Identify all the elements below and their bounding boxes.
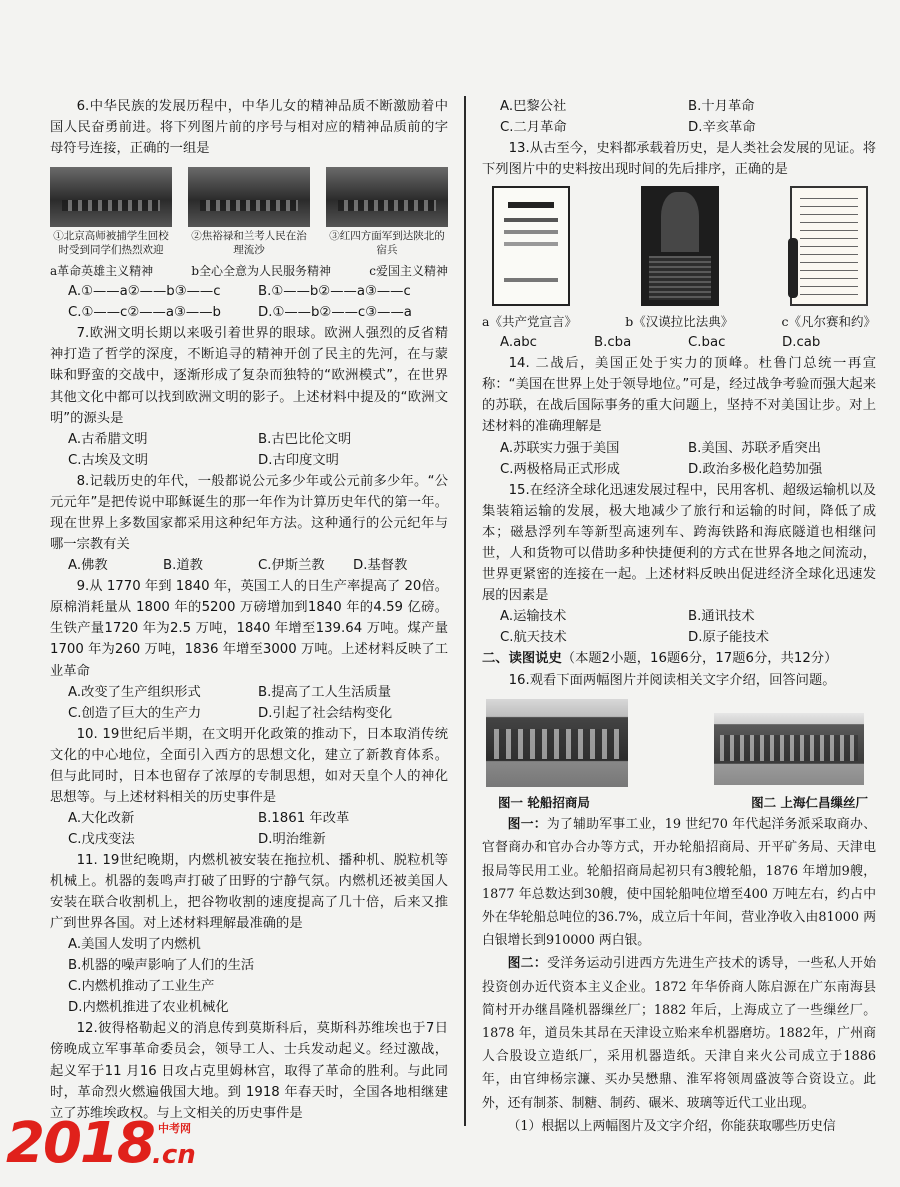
code-of-hammurabi-image [641, 186, 719, 306]
q16-caption-1: 图一 轮船招商局 [498, 795, 590, 811]
q6-spirits [50, 261, 448, 281]
q13-label-c: c《凡尔赛和约》 [781, 314, 876, 330]
q15-options [482, 606, 876, 648]
q8-stem: 8.记载历史的年代，一般都说公元多少年或公元前多少年。“公元元年”是把传说中耶稣诞生的那一年作为计算历史年代的第一年。现在世界上多数国家都采用这种纪年方法。这种通行的公元纪年与哪一宗教有关 [50, 473, 448, 553]
q7-option-d: D.古印度文明 [258, 452, 339, 468]
q8-option-b: B.道教 [163, 558, 203, 574]
question-10 [50, 724, 448, 850]
q13-label-a: a《共产党宣言》 [482, 314, 577, 330]
q11-option-c: C.内燃机推动了工业生产 [68, 979, 215, 995]
q9-options [50, 682, 448, 724]
photo-red-army [326, 167, 448, 227]
logo-tag: 中考网 [158, 1122, 191, 1135]
q6-spirit-a: a革命英雄主义精神 [50, 264, 154, 279]
q6-caption-3: ③红四方面军到达陕北的宿兵 [329, 230, 445, 256]
q13-option-b: B.cba [594, 335, 632, 351]
q6-picture-1 [50, 167, 172, 257]
q13-documents [482, 186, 876, 306]
q14-option-b: B.美国、苏联矛盾突出 [688, 440, 822, 456]
logo-suffix: .cn [152, 1140, 196, 1170]
q10-option-c: C.戊戌变法 [68, 831, 135, 847]
q10-option-d: D.明治维新 [258, 831, 326, 847]
q15-option-a: A.运输技术 [500, 609, 567, 625]
q9-option-d: D.引起了社会结构变化 [258, 705, 393, 721]
photo-students-return [50, 167, 172, 227]
q9-option-c: C.创造了巨大的生产力 [68, 705, 202, 721]
q12-option-d: D.辛亥革命 [688, 120, 756, 135]
q6-option-a: A.①——a②——b③——c [68, 284, 221, 300]
right-column [482, 96, 876, 1138]
q8-options [50, 555, 448, 576]
q9-stem: 9.从 1770 年到 1840 年，英国工人的日生产率提高了 20倍。原棉消耗量从 1800 年的5200 万磅增加到1840 年的4.59 亿磅。生铁产量1720 年为2.5 万吨，1840 年增至139.64 万吨。煤产量1700 年为260 万吨，1836 年增至3000 万吨。上述材料反映了工业革命 [50, 579, 448, 679]
q11-option-b: B.机器的噪声影响了人们的生活 [68, 958, 255, 974]
q6-option-c: C.①——c②——a③——b [68, 305, 221, 321]
logo-number: 2018 [6, 1111, 154, 1176]
question-7 [50, 323, 448, 470]
china-merchants-steam-navigation-photo [486, 699, 628, 787]
q8-option-c: C.伊斯兰教 [258, 558, 325, 574]
question-13 [482, 138, 876, 353]
q16-figure-1-body: 为了辅助军事工业，19 世纪70 年代起洋务派采取商办、官督商办和官办合办等方式，开办轮船招商局、开平矿务局、天津电报局等民用工业。轮船招商局起初只有3艘轮船，1876 年增加9艘，1877 年总数达到30艘，使中国轮船吨位增至400 万吨左右，约占中外在华轮船总吨位的36.7%，成立后十年间，营业净收入由81000 两白银增长到910000 两白银。 [482, 817, 877, 949]
q16-figure-2-text [482, 952, 876, 1114]
photo-jiao-yulu [188, 167, 310, 227]
q8-option-d: D.基督教 [353, 558, 408, 574]
q13-option-c: C.bac [688, 335, 726, 351]
q16-figure-1-label: 图一： [507, 817, 547, 833]
q14-option-d: D.政治多极化趋势加强 [688, 461, 823, 477]
q10-stem: 10. 19世纪后半期，在文明开化政策的推动下，日本取消传统文化的中心地位，全面引入西方的思想文化，建立了新教育体系。但与此同时，日本也留存了浓厚的专制思想，如对天皇个人的神化思想等。与上述材料相关的历史事件是 [50, 726, 448, 805]
q12-option-c: C.二月革命 [500, 120, 567, 135]
q6-caption-1: ①北京高师被捕学生回校时受到同学们热烈欢迎 [53, 230, 169, 256]
treaty-of-versailles-image [790, 186, 868, 306]
q12-option-b: B.十月革命 [688, 99, 755, 114]
q6-picture-2 [188, 167, 310, 257]
q13-option-d: D.cab [782, 335, 821, 351]
q6-caption-2: ②焦裕禄和兰考人民在治理流沙 [191, 230, 307, 256]
q14-option-c: C.两极格局正式形成 [500, 461, 620, 477]
q9-option-b: B.提高了工人生活质量 [258, 684, 392, 700]
q6-spirit-b: b全心全意为人民服务精神 [191, 264, 332, 279]
q14-options [482, 438, 876, 480]
question-15 [482, 480, 876, 649]
q6-picture-3 [326, 167, 448, 257]
q6-pictures [50, 167, 448, 257]
q6-stem: 6.中华民族的发展历程中，中华儿女的精神品质不断激励着中国人民奋勇前进。将下列图片前的序号与相对应的精神品质前的字母符号连接，正确的一组是 [50, 99, 448, 157]
q10-option-a: A.大化改新 [68, 810, 135, 826]
q15-option-c: C.航天技术 [500, 630, 567, 646]
zhongkao-logo [6, 1112, 206, 1180]
q16-sub-question-1: （1）根据以上两幅图片及文字介绍，你能获取哪些历史信 [507, 1118, 836, 1134]
q12-option-a: A.巴黎公社 [500, 99, 567, 114]
q15-stem: 15.在经济全球化迅速发展过程中，民用客机、超级运输机以及集装箱运输的发展，极大地减少了旅行和运输的时间，降低了成本；磁悬浮列车等新型高速列车、跨海铁路和海底隧道也相继问世，人和货物可以借助多种快捷便利的方式在世界各地之间流动，世界更紧密的连接在一起。上述材料反映出促进经济全球化迅速发展的因素是 [482, 482, 876, 604]
question-14 [482, 353, 876, 479]
q13-stem: 13.从古至今，史料都承载着历史，是人类社会发展的见证。将下列图片中的史料按出现时间的先后排序，正确的是 [482, 141, 876, 178]
q12-options [482, 96, 876, 138]
q7-option-b: B.古巴比伦文明 [258, 431, 352, 447]
question-8 [50, 471, 448, 576]
question-11 [50, 850, 448, 1018]
q16-photos [482, 699, 876, 787]
q6-option-d: D.①——b②——c③——a [258, 305, 412, 321]
q12-stem: 12.彼得格勒起义的消息传到莫斯科后，莫斯科苏维埃也于7日傍晚成立军事革命委员会，领导工人、士兵发动起义。经过激战，起义军于11 月16 日攻占克里姆林宫，取得了革命的胜利。与此同时，革命烈火燃遍俄国大地。到 1918 年春天时，全国各地相继建立了苏维埃政权。与上文相关的历史事件是 [50, 1021, 448, 1121]
q15-option-b: B.通讯技术 [688, 609, 755, 625]
q6-spirit-c: c爱国主义精神 [369, 264, 448, 279]
question-6 [50, 96, 448, 323]
q13-options [482, 332, 876, 353]
q13-option-a: A.abc [500, 335, 537, 351]
question-12 [50, 1018, 448, 1123]
renchang-silk-factory-photo [714, 713, 864, 785]
q8-option-a: A.佛教 [68, 558, 108, 574]
q15-option-d: D.原子能技术 [688, 630, 769, 646]
q9-option-a: A.改变了生产组织形式 [68, 684, 201, 700]
section-2-title: 二、读图说史 [482, 651, 562, 667]
q10-option-b: B.1861 年改革 [258, 810, 350, 826]
q6-options [50, 281, 448, 323]
q16-figure-1-text [482, 813, 876, 952]
q7-stem: 7.欧洲文明长期以来吸引着世界的眼球。欧洲人强烈的反省精神打造了哲学的深度，不断追寻的精神开创了民主的先河，在与蒙昧和野蛮的交战中，逐渐形成了复杂而独特的“欧洲模式”，在世界其他文化中都可以找到欧洲文明的影子。上述材料中提及的“欧洲文明”的源头是 [50, 326, 448, 426]
q16-captions [482, 793, 876, 813]
q11-stem: 11. 19世纪晚期，内燃机被安装在拖拉机、播种机、脱粒机等机械上。机器的轰鸣声打破了田野的宁静气氛。内燃机还被美国人安装在联合收割机上，把谷物收割的速度提高了几十倍，后来又推广到世界各国。对上述材料理解最准确的是 [50, 852, 448, 932]
left-column [50, 96, 448, 1124]
q11-option-a: A.美国人发明了内燃机 [68, 937, 201, 953]
column-divider [464, 96, 466, 1126]
communist-manifesto-image [492, 186, 570, 306]
q7-option-a: A.古希腊文明 [68, 431, 148, 447]
q10-options [50, 808, 448, 850]
question-16 [482, 670, 876, 1138]
q6-option-b: B.①——b②——a③——c [258, 284, 411, 300]
section-2-note: （本题2小题，16题6分，17题6分，共12分） [561, 651, 838, 667]
q11-option-d: D.内燃机推进了农业机械化 [68, 1000, 229, 1016]
question-9 [50, 576, 448, 723]
q7-option-c: C.古埃及文明 [68, 452, 148, 468]
section-2-heading [482, 648, 876, 670]
q7-options [50, 429, 448, 471]
q14-stem: 14. 二战后，美国正处于实力的顶峰。杜鲁门总统一再宣称：“美国在世界上处于领导地位。”可是，经过战争考验而强大起来的苏联，在战后国际事务的重大问题上，坚持不对美国让步。对上述材料的准确理解是 [482, 356, 876, 435]
q13-labels [482, 312, 876, 332]
q16-stem: 16.观看下面两幅图片并阅读相关文字介绍，回答问题。 [508, 673, 836, 689]
q14-option-a: A.苏联实力强于美国 [500, 440, 620, 456]
q16-figure-2-label: 图二： [507, 956, 548, 972]
q16-caption-2: 图二 上海仁昌缫丝厂 [751, 795, 868, 811]
q13-label-b: b《汉谟拉比法典》 [625, 314, 734, 330]
q16-figure-2-body: 受洋务运动引进西方先进生产技术的诱导，一些私人开始投资创办近代资本主义企业。1872 年华侨商人陈启源在广东南海县简村开办继昌隆机器缫丝厂；1882 年后，上海成立了一些缫丝厂。1878 年，道员朱其昂在天津设立贻来牟机器磨坊。1882年，广州商人合股设立造纸厂，采用机器造纸。天津自来火公司成立于1886 年，由官绅杨宗濂、买办吴懋鼎、淮军将领周盛波等合资设立。此外，还有制茶、制糖、制药、碾米、玻璃等近代工业出现。 [482, 956, 877, 1111]
